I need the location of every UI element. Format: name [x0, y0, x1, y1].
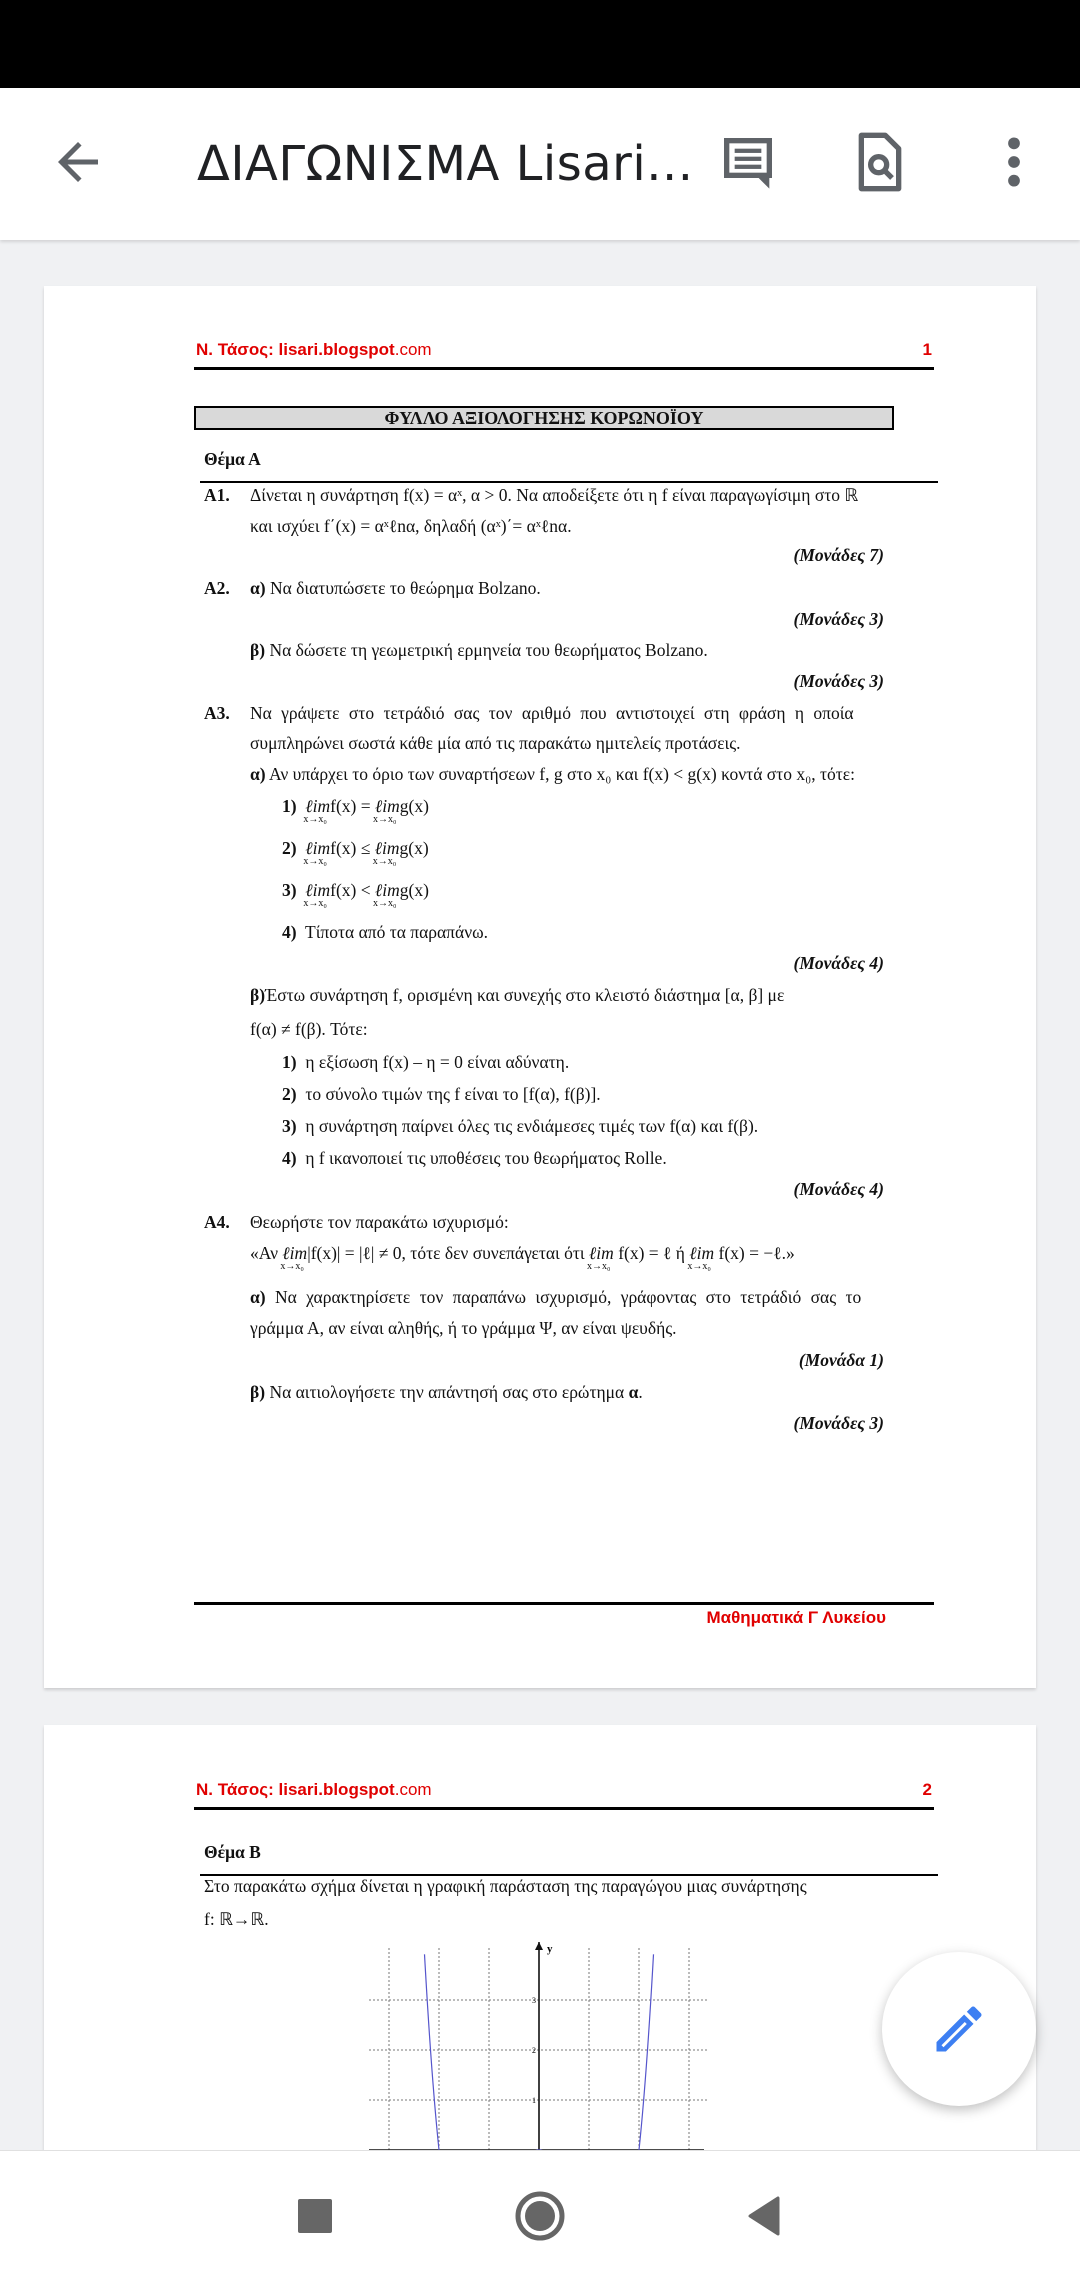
question-label: A4. — [204, 1212, 230, 1232]
edit-fab[interactable] — [882, 1952, 1036, 2106]
doc-search-icon[interactable] — [848, 130, 912, 194]
question-text: β) Να αιτιολογήσετε την απάντησή σας στο ερώτημα α. — [250, 1382, 643, 1402]
option: 3) η συνάρτηση παίρνει όλες τις ενδιάμεσες τιμές των f(α) και f(β). — [282, 1116, 759, 1136]
page-header — [194, 1780, 934, 1810]
question-text: γράμμα Α, αν είναι αληθής, ή το γράμμα Ψ, αν είναι ψευδής. — [250, 1318, 677, 1338]
y-tick-label: 2 — [532, 2046, 536, 2055]
question-text: α) Αν υπάρχει το όριο των συναρτήσεων f, g στο x₀ και f(x) < g(x) κοντά στο x₀, τότε: — [250, 764, 855, 784]
marks: (Μονάδες 4) — [793, 1179, 884, 1199]
worksheet-title: ΦΥΛΛΟ ΑΞΙΟΛΟΓΗΣΗΣ ΚΟΡΩΝΟΪΟΥ — [194, 406, 894, 430]
question-text: συμπληρώνει σωστά κάθε μία από τις παρακάτω ημιτελείς προτάσεις. — [250, 733, 741, 753]
site-name: Ν. Τάσος: lisari.blogspot.com — [196, 340, 432, 359]
option: 2) ℓim x→x₀ f(x) ≤ ℓim x→x₀ g(x) — [282, 838, 429, 867]
page-number: 1 — [922, 340, 932, 359]
status-bar — [0, 0, 1080, 88]
system-nav-bar — [0, 2150, 1080, 2280]
comment-icon[interactable] — [716, 130, 780, 194]
option: 3) ℓim x→x₀ f(x) < ℓim x→x₀ g(x) — [282, 880, 429, 909]
question-text: και ισχύει f΄(x) = αˣℓnα, δηλαδή (αˣ)΄= αˣℓnα. — [250, 516, 572, 536]
question-text: β)Έστω συνάρτηση f, ορισμένη και συνεχής στο κλειστό διάστημα [α, β] με — [250, 985, 785, 1005]
option: 4) Τίποτα από τα παραπάνω. — [282, 922, 488, 942]
question-text: α) Να χαρακτηρίσετε τον παραπάνω ισχυρισμό, γράφοντας στο τετράδιό σας το — [250, 1287, 862, 1307]
body-text: Στο παρακάτω σχήμα δίνεται η γραφική παράσταση της παραγώγου μιας συνάρτησης — [204, 1876, 807, 1896]
marks: (Μονάδες 7) — [793, 545, 884, 565]
page-header — [194, 340, 934, 370]
y-axis-label: y — [547, 1943, 553, 1955]
question-text: β) Να δώσετε τη γεωμετρική ερμηνεία του θεωρήματος Bolzano. — [250, 640, 708, 660]
document-title: ΔΙΑΓΩΝΙΣΜΑ Lisari... — [197, 136, 694, 192]
marks: (Μονάδες 4) — [793, 953, 884, 973]
question-text: α) Να διατυπώσετε το θεώρημα Bolzano. — [250, 578, 541, 598]
marks: (Μονάδες 3) — [793, 671, 884, 691]
y-axis-arrow — [535, 1942, 543, 1950]
pencil-icon — [929, 1999, 989, 2059]
y-tick-label: 3 — [532, 1996, 536, 2005]
site-name: Ν. Τάσος: lisari.blogspot.com — [196, 1780, 432, 1799]
question-label: A3. — [204, 703, 230, 723]
square-icon[interactable] — [280, 2181, 350, 2251]
question-label: A1. — [204, 485, 230, 505]
question-label: A2. — [204, 578, 230, 598]
question-text: Δίνεται η συνάρτηση f(x) = αˣ, α > 0. Να αποδείξετε ότι η f είναι παραγωγίσιμη στο ℝ — [250, 485, 859, 505]
arrow-left-icon[interactable] — [48, 132, 108, 192]
circle-icon[interactable] — [505, 2181, 575, 2251]
section-rule — [200, 481, 938, 483]
body-text: f: ℝ→ℝ. — [204, 1909, 269, 1929]
page-number: 2 — [922, 1780, 932, 1799]
app-bar — [0, 88, 1080, 240]
marks: (Μονάδες 3) — [793, 1413, 884, 1433]
more-vert-icon[interactable] — [982, 130, 1046, 194]
claim: «Αν ℓim x→x₀ |f(x)| = |ℓ| ≠ 0, τότε δεν συνεπάγεται ότι ℓim x→x₀ f(x) = ℓ ή ℓim x→x₀ f(x) = −ℓ.» — [250, 1243, 795, 1272]
marks: (Μονάδα 1) — [798, 1350, 884, 1370]
marks: (Μονάδες 3) — [793, 609, 884, 629]
page-footer: Μαθηματικά Γ Λυκείου — [706, 1608, 886, 1627]
question-text: Θεωρήστε τον παρακάτω ισχυρισμό: — [250, 1212, 509, 1232]
option: 2) το σύνολο τιμών της f είναι το [f(α), f(β)]. — [282, 1084, 601, 1104]
document-page-1 — [44, 286, 1036, 1688]
option: 1) η εξίσωση f(x) – η = 0 είναι αδύνατη. — [282, 1052, 570, 1072]
section-heading: Θέμα Β — [204, 1842, 261, 1862]
option: 1) ℓim x→x₀ f(x) = ℓim x→x₀ g(x) — [282, 796, 429, 825]
y-tick-label: 1 — [532, 2096, 536, 2105]
question-text: f(α) ≠ f(β). Τότε: — [250, 1019, 368, 1039]
section-heading: Θέμα Α — [204, 449, 261, 469]
option: 4) η f ικανοποιεί τις υποθέσεις του θεωρήματος Rolle. — [282, 1148, 667, 1168]
footer-rule — [194, 1602, 934, 1605]
question-text: Να γράψετε στο τετράδιό σας τον αριθμό που αντιστοιχεί στη φράση η οποία — [250, 703, 854, 723]
triangle-back-icon[interactable] — [730, 2181, 800, 2251]
